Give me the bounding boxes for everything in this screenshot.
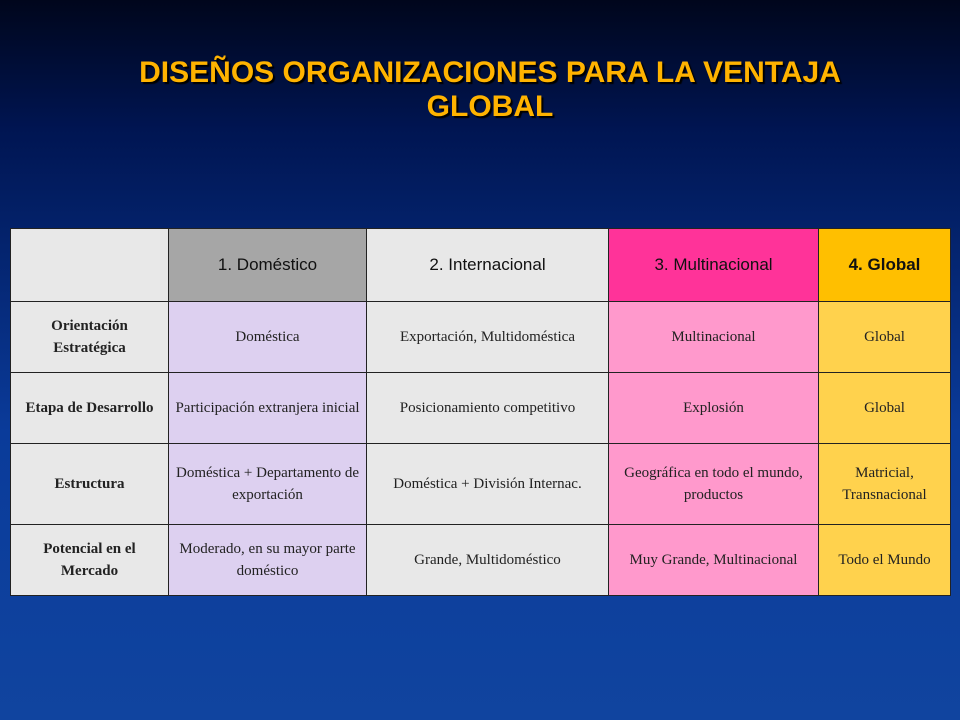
cell-multinacional: Muy Grande, Multinacional [609,525,819,596]
table-header-row [11,229,951,302]
header-multinacional: 3. Multinacional [609,229,819,302]
header-domestico: 1. Doméstico [169,229,367,302]
cell-global: Todo el Mundo [819,525,951,596]
org-design-table [10,228,951,596]
cell-internacional: Doméstica + División Internac. [367,444,609,525]
header-blank [11,229,169,302]
cell-multinacional: Multinacional [609,302,819,373]
row-label-etapa: Etapa de Desarrollo [11,373,169,444]
cell-domestico: Doméstica [169,302,367,373]
cell-global: Global [819,302,951,373]
cell-domestico: Moderado, en su mayor parte doméstico [169,525,367,596]
slide-title [60,56,920,124]
cell-domestico: Doméstica + Departamento de exportación [169,444,367,525]
table-row [11,525,951,596]
row-label-orientacion: Orientación Estratégica [11,302,169,373]
slide-title-line1: DISEÑOS ORGANIZACIONES PARA LA VENTAJA [139,56,841,89]
cell-internacional: Exportación, Multidoméstica [367,302,609,373]
row-label-estructura: Estructura [11,444,169,525]
header-internacional: 2. Internacional [367,229,609,302]
table-row [11,444,951,525]
cell-domestico: Participación extranjera inicial [169,373,367,444]
row-label-potencial: Potencial en el Mercado [11,525,169,596]
cell-multinacional: Geográfica en todo el mundo, productos [609,444,819,525]
cell-global: Global [819,373,951,444]
cell-internacional: Grande, Multidoméstico [367,525,609,596]
table-row [11,302,951,373]
header-global: 4. Global [819,229,951,302]
cell-global: Matricial, Transnacional [819,444,951,525]
cell-multinacional: Explosión [609,373,819,444]
cell-internacional: Posicionamiento competitivo [367,373,609,444]
slide-title-line2: GLOBAL [426,90,554,123]
table-row [11,373,951,444]
